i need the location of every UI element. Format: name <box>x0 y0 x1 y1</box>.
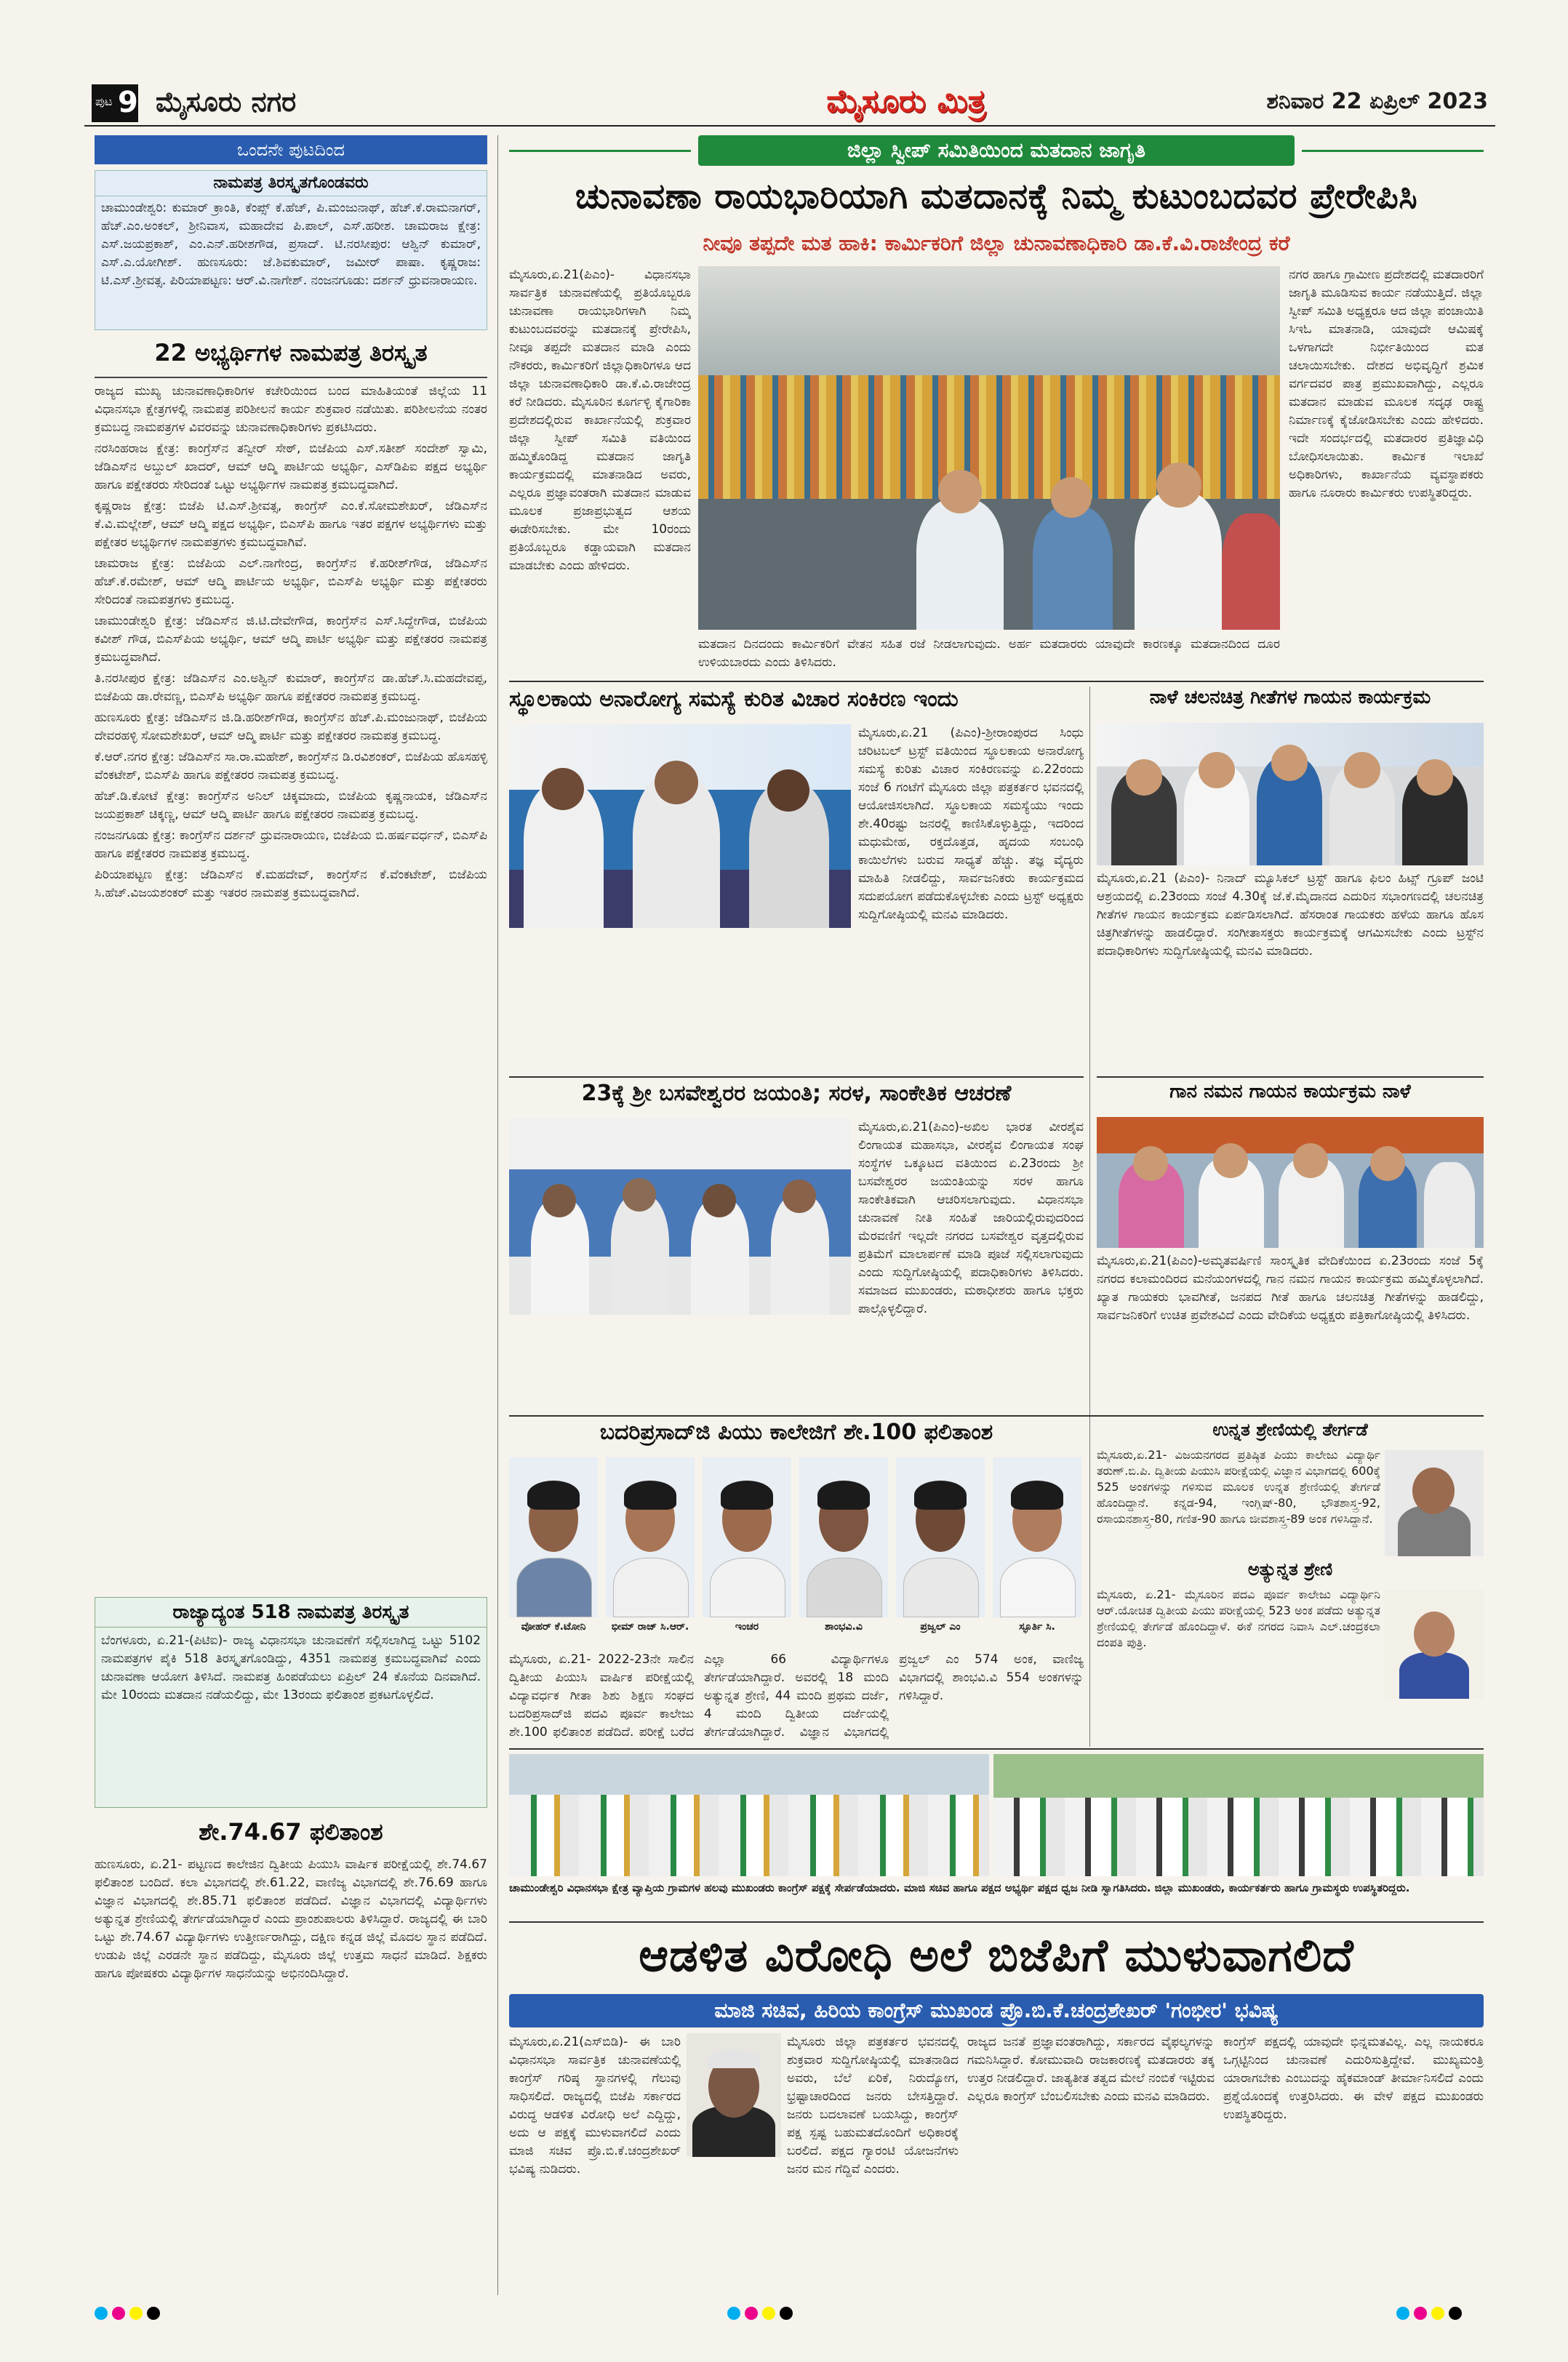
student-name: ಶಾಂಭವಿ.ವಿ <box>825 1621 863 1633</box>
lead-col-3: ರಾಜ್ಯದ ಜನತೆ ಪ್ರಜ್ಞಾವಂತರಾಗಿದ್ದು, ಸರ್ಕಾರದ ವೈಫಲ್ಯಗಳನ್ನು ಗಮನಿಸಿದ್ದಾರೆ. ಕೋಮುವಾದಿ ರಾಜಕಾರಣಕ್ಕೆ ಮತದಾರರು ತಕ್ಕ ಉತ್ತರ ನೀಡಲಿದ್ದಾರೆ. ಜಾತ್ಯತೀತ ತತ್ವದ ಮೇಲೆ ನಂಬಿಕೆ ಇಟ್ಟಿರುವ ಎಲ್ಲರೂ ಕಾಂಗ್ರೆಸ್ ಬೆಂಬಲಿಸಬೇಕು ಎಂದು ಮನವಿ ಮಾಡಿದರು. <box>967 2035 1215 2104</box>
workers-photo <box>698 266 1280 630</box>
student-shirt <box>807 1558 882 1617</box>
film-heading: ನಾಳೆ ಚಲನಚಿತ್ರ ಗೀತೆಗಳ ಗಾಯನ ಕಾರ್ಯಕ್ರಮ <box>1149 686 1431 708</box>
joining-crowd-2 <box>993 1798 1484 1876</box>
photo-officials <box>887 455 1280 630</box>
registration-dot <box>762 2307 775 2320</box>
registration-dot <box>1431 2307 1444 2320</box>
kicker-bar <box>509 135 1484 166</box>
rejected-box-title: ನಾಮಪತ್ರ ತಿರಸ್ಕೃತಗೊಂಡವರು <box>95 171 487 196</box>
topmost-heading: ಅತ್ಯುನ್ನತ ಶ್ರೇಣಿ <box>1247 1559 1333 1580</box>
left-para-2: ನರಸಿಂಹರಾಜ ಕ್ಷೇತ್ರ: ಕಾಂಗ್ರೆಸ್‌ನ ತನ್ವೀರ್ ಸೇಠ್, ಬಿಜೆಪಿಯ ಎಸ್.ಸತೀಶ್ ಸಂದೇಶ್ ಸ್ವಾಮಿ, ಜೆಡಿಎಸ್‌ನ ಅಬ್ದುಲ್ ಖಾದರ್, ಆಮ್ ಆದ್ಮಿ ಪಾರ್ಟಿಯ ಅಭ್ಯರ್ಥಿ, ಎಸ್‌ಡಿಪಿಐ ಪಕ್ಷದ ಅಭ್ಯರ್ಥಿ ಹಾಗೂ ಪಕ್ಷೇತರರು ಸೇರಿದಂತೆ ಒಟ್ಟು ಅಭ್ಯರ್ಥಿಗಳ ನಾಮಪತ್ರ ಕ್ರಮಬದ್ಧವಾಗಿದೆ. <box>95 441 487 492</box>
song-photo <box>1097 1117 1484 1248</box>
distinct-photo <box>1385 1450 1484 1556</box>
page-label-badge <box>92 84 138 122</box>
student-hair <box>721 1481 773 1510</box>
student-card <box>799 1457 888 1646</box>
student-hair <box>527 1481 580 1510</box>
left-para-1: ರಾಜ್ಯದ ಮುಖ್ಯ ಚುನಾವಣಾಧಿಕಾರಿಗಳ ಕಚೇರಿಯಿಂದ ಬಂದ ಮಾಹಿತಿಯಂತೆ ಜಿಲ್ಲೆಯ 11 ವಿಧಾನಸಭಾ ಕ್ಷೇತ್ರಗಳಲ್ಲಿ ನಾಮಪತ್ರ ಪರಿಶೀಲನೆ ಕಾರ್ಯ ಶುಕ್ರವಾರ ನಡೆಯಿತು. ಪರಿಶೀಲನೆಯ ನಂತರ ಕ್ರಮಬದ್ಧ ನಾಮಪತ್ರಗಳ ವಿವರವನ್ನು ಚುನಾವಣಾಧಿಕಾರಿಗಳು ಪ್ರಕಟಿಸಿದರು. <box>95 384 487 435</box>
masthead-rule <box>84 125 1495 127</box>
student-photo <box>896 1457 985 1617</box>
basava-banner <box>509 1118 851 1169</box>
college-heading: ಬದರಿಪ್ರಸಾದ್‌ಜಿ ಪಿಯು ಕಾಲೇಜಿಗೆ ಶೇ.100 ಫಲಿತಾಂಶ <box>599 1420 993 1445</box>
registration-dot <box>745 2307 758 2320</box>
student-card <box>993 1457 1081 1646</box>
registration-dot <box>112 2307 125 2320</box>
health-text: ಮೈಸೂರು,ಏ.21 (ಪಿಎಂ)-ಶ್ರೀರಾಂಪುರದ ಸಿಂಧು ಚರಿಟಬಲ್ ಟ್ರಸ್ಟ್ ವತಿಯಿಂದ ಸ್ಥೂಲಕಾಯ ಅನಾರೋಗ್ಯ ಸಮಸ್ಯೆ ಕುರಿತು ವಿಚಾರ ಸಂಕಿರಣವನ್ನು ಏ.22ರಂದು ಸಂಜೆ 6 ಗಂಟೆಗೆ ಮೈಸೂರು ಜಿಲ್ಲಾ ಪತ್ರಕರ್ತರ ಭವನದಲ್ಲಿ ಆಯೋಜಿಸಲಾಗಿದೆ. ಸ್ಥೂಲಕಾಯ ಸಮಸ್ಯೆಯು ಇಂದು ಶೇ.40ರಷ್ಟು ಜನರಲ್ಲಿ ಕಾಣಿಸಿಕೊಳ್ಳುತ್ತಿದ್ದು, ಇದರಿಂದ ಮಧುಮೇಹ, ರಕ್ತದೊತ್ತಡ, ಹೃದಯ ಸಂಬಂಧಿ ಕಾಯಿಲೆಗಳು ಬರುವ ಸಾಧ್ಯತೆ ಹೆಚ್ಚು. ತಜ್ಞ ವೈದ್ಯರು ಮಾಹಿತಿ ನೀಡಲಿದ್ದು, ಸಾರ್ವಜನಿಕರು ಕಾರ್ಯಕ್ರಮದ ಸದುಪಯೋಗ ಪಡೆದುಕೊಳ್ಳಬೇಕು ಎಂದು ಟ್ರಸ್ಟ್ ಅಧ್ಯಕ್ಷರು ಸುದ್ದಿಗೋಷ್ಠಿಯಲ್ಲಿ ಮನವಿ ಮಾಡಿದರು. <box>858 726 1084 922</box>
photo-roof <box>698 266 1280 375</box>
film-rule <box>1097 1076 1484 1078</box>
result-heading: ಶೇ.74.67 ಫಲಿತಾಂಶ <box>199 1818 383 1846</box>
distinct-heading: ಉನ್ನತ ಶ್ರೇಣಿಯಲ್ಲಿ ತೇರ್ಗಡೆ <box>1212 1420 1368 1440</box>
college-divider <box>1089 1420 1090 1747</box>
registration-dot <box>1396 2307 1409 2320</box>
left-para-8: ಕೆ.ಆರ್.ನಗರ ಕ್ಷೇತ್ರ: ಜೆಡಿಎಸ್‌ನ ಸಾ.ರಾ.ಮಹೇಶ್, ಕಾಂಗ್ರೆಸ್‌ನ ಡಿ.ರವಿಶಂಕರ್, ಬಿಜೆಪಿಯ ಹೊಸಹಳ್ಳಿ ವೆಂಕಟೇಶ್, ಬಿಎಸ್‌ಪಿ ಹಾಗೂ ಪಕ್ಷೇತರರ ನಾಮಪತ್ರ ಕ್ರಮಬದ್ಧ. <box>95 750 487 782</box>
basava-photo <box>509 1118 851 1315</box>
health-rule <box>509 1076 1084 1078</box>
state-box-title: ರಾಜ್ಯಾದ್ಯಂತ 518 ನಾಮಪತ್ರ ತಿರಸ್ಕೃತ <box>95 1598 487 1628</box>
section-title: ಮೈಸೂರು ನಗರ <box>156 86 297 118</box>
paper-logo: ಮೈಸೂರು ಮಿತ್ರ <box>826 83 986 120</box>
registration-dot <box>95 2307 108 2320</box>
basava-text: ಮೈಸೂರು,ಏ.21(ಪಿಎಂ)-ಅಖಿಲ ಭಾರತ ವೀರಶೈವ ಲಿಂಗಾಯತ ಮಹಾಸಭಾ, ವೀರಶೈವ ಲಿಂಗಾಯತ ಸಂಘ ಸಂಸ್ಥೆಗಳ ಒಕ್ಕೂಟದ ವತಿಯಿಂದ ಏ.23ರಂದು ಶ್ರೀ ಬಸವೇಶ್ವರರ ಜಯಂತಿಯನ್ನು ಸರಳ ಹಾಗೂ ಸಾಂಕೇತಿಕವಾಗಿ ಆಚರಿಸಲಾಗುವುದು. ವಿಧಾನಸಭಾ ಚುನಾವಣೆ ನೀತಿ ಸಂಹಿತೆ ಜಾರಿಯಲ್ಲಿರುವುದರಿಂದ ಮೆರವಣಿಗೆ ಇಲ್ಲದೇ ನಗರದ ಬಸವೇಶ್ವರ ವೃತ್ತದಲ್ಲಿರುವ ಪ್ರತಿಮೆಗೆ ಮಾಲಾರ್ಪಣೆ ಮಾಡಿ ಪೂಜೆ ಸಲ್ಲಿಸಲಾಗುವುದು ಎಂದು ಸುದ್ದಿಗೋಷ್ಠಿಯಲ್ಲಿ ಪದಾಧಿಕಾರಿಗಳು ತಿಳಿಸಿದರು. ಸಮಾಜದ ಮುಖಂಡರು, ಮಠಾಧೀಶರು ಹಾಗೂ ಭಕ್ತರು ಪಾಲ್ಗೊಳ್ಳಲಿದ್ದಾರೆ. <box>858 1120 1084 1316</box>
leader-portrait <box>687 2033 781 2157</box>
main-subheadline: ನೀವೂ ತಪ್ಪದೇ ಮತ ಹಾಕಿ: ಕಾರ್ಮಿಕರಿಗೆ ಜಿಲ್ಲಾ ಚುನಾವಣಾಧಿಕಾರಿ ಡಾ.ಕೆ.ವಿ.ರಾಜೇಂದ್ರ ಕರೆ <box>703 231 1290 255</box>
registration-dot <box>727 2307 740 2320</box>
joining-photo-1 <box>509 1754 989 1876</box>
lead-col-4: ಕಾಂಗ್ರೆಸ್ ಪಕ್ಷದಲ್ಲಿ ಯಾವುದೇ ಭಿನ್ನಮತವಿಲ್ಲ. ಎಲ್ಲ ನಾಯಕರೂ ಒಗ್ಗಟ್ಟಿನಿಂದ ಚುನಾವಣೆ ಎದುರಿಸುತ್ತಿದ್ದೇವೆ. ಮುಖ್ಯಮಂತ್ರಿ ಯಾರಾಗಬೇಕು ಎಂಬುದನ್ನು ಹೈಕಮಾಂಡ್ ತೀರ್ಮಾನಿಸಲಿದೆ ಎಂದು ಪ್ರಶ್ನೆಯೊಂದಕ್ಕೆ ಉತ್ತರಿಸಿದರು. ಈ ವೇಳೆ ಪಕ್ಷದ ಮುಖಂಡರು ಉಪಸ್ಥಿತರಿದ್ದರು. <box>1223 2035 1484 2122</box>
issue-date: ಶನಿವಾರ 22 ಏಪ್ರಿಲ್ 2023 <box>1266 89 1488 114</box>
story-right-col: ನಗರ ಹಾಗೂ ಗ್ರಾಮೀಣ ಪ್ರದೇಶದಲ್ಲಿ ಮತದಾರರಿಗೆ ಜಾಗೃತಿ ಮೂಡಿಸುವ ಕಾರ್ಯ ನಡೆಯುತ್ತಿದೆ. ಜಿಲ್ಲಾ ಸ್ವೀಪ್ ಸಮಿತಿ ಅಧ್ಯಕ್ಷರೂ ಆದ ಜಿಲ್ಲಾ ಪಂಚಾಯಿತಿ ಸಿಇಓ ಮಾತನಾಡಿ, ಯಾವುದೇ ಆಮಿಷಕ್ಕೆ ಒಳಗಾಗದೇ ನಿರ್ಭೀತಿಯಿಂದ ಮತ ಚಲಾಯಿಸಬೇಕು. ದೇಶದ ಅಭಿವೃದ್ಧಿಗೆ ಶ್ರಮಿಕ ವರ್ಗದವರ ಪಾತ್ರ ಪ್ರಮುಖವಾಗಿದ್ದು, ಎಲ್ಲರೂ ಮತದಾನ ಮಾಡುವ ಮೂಲಕ ಸದೃಢ ರಾಷ್ಟ್ರ ನಿರ್ಮಾಣಕ್ಕೆ ಕೈಜೋಡಿಸಬೇಕು ಎಂದು ಹೇಳಿದರು. ಇದೇ ಸಂದರ್ಭದಲ್ಲಿ ಮತದಾರರ ಪ್ರತಿಜ್ಞಾವಿಧಿ ಬೋಧಿಸಲಾಯಿತು. ಕಾರ್ಮಿಕ ಇಲಾಖೆ ಅಧಿಕಾರಿಗಳು, ಕಾರ್ಖಾನೆಯ ವ್ಯವಸ್ಥಾಪಕರು ಹಾಗೂ ನೂರಾರು ಕಾರ್ಮಿಕರು ಉಪಸ್ಥಿತರಿದ್ದರು. <box>1289 268 1484 500</box>
student-shirt <box>516 1558 592 1617</box>
health-heading: ಸ್ಥೂಲಕಾಯ ಅನಾರೋಗ್ಯ ಸಮಸ್ಯೆ ಕುರಿತ ವಿಚಾರ ಸಂಕಿರಣ ಇಂದು <box>509 686 959 712</box>
college-rule <box>509 1415 1484 1417</box>
left-para-7: ಹುಣಸೂರು ಕ್ಷೇತ್ರ: ಜೆಡಿಎಸ್‌ನ ಜಿ.ಡಿ.ಹರೀಶ್‌ಗೌಡ, ಕಾಂಗ್ರೆಸ್‌ನ ಹೆಚ್.ಪಿ.ಮಂಜುನಾಥ್, ಬಿಜೆಪಿಯ ದೇವರಹಳ್ಳಿ ಸೋಮಶೇಖರ್, ಆಮ್ ಆದ್ಮಿ ಪಾರ್ಟಿ ಮತ್ತು ಪಕ್ಷೇತರರ ನಾಮಪತ್ರ ಕ್ರಮಬದ್ಧ. <box>95 710 487 743</box>
rejected-box <box>95 170 487 330</box>
topmost-text: ಮೈಸೂರು, ಏ.21- ಮೈಸೂರಿನ ಪದವಿ ಪೂರ್ವ ಕಾಲೇಜು ವಿದ್ಯಾರ್ಥಿನಿ ಆರ್.ಯೋಚಿತ ದ್ವಿತೀಯ ಪಿಯು ಪರೀಕ್ಷೆಯಲ್ಲಿ 523 ಅಂಕ ಪಡೆದು ಅತ್ಯುನ್ನತ ಶ್ರೇಣಿಯಲ್ಲಿ ತೇರ್ಗಡೆ ಹೊಂದಿದ್ದಾಳೆ. ಈಕೆ ನಗರದ ನಿವಾಸಿ ಎಲ್.ಚಂದ್ರಕಲಾ ದಂಪತಿ ಪುತ್ರಿ. <box>1097 1588 1380 1649</box>
masthead <box>84 81 1495 127</box>
student-name: ಪ್ರಜ್ವಲ್ ಎಂ <box>920 1621 961 1633</box>
continued-banner: ಒಂದನೇ ಪುಟದಿಂದ <box>95 135 487 164</box>
registration-dot <box>147 2307 160 2320</box>
left-para-6: ತಿ.ನರಸೀಪುರ ಕ್ಷೇತ್ರ: ಜೆಡಿಎಸ್‌ನ ಎಂ.ಅಶ್ವಿನ್ ಕುಮಾರ್, ಕಾಂಗ್ರೆಸ್‌ನ ಡಾ.ಹೆಚ್.ಸಿ.ಮಹದೇವಪ್ಪ, ಬಿಜೆಪಿಯ ಡಾ.ರೇವಣ್ಣ, ಬಿಎಸ್‌ಪಿ ಅಭ್ಯರ್ಥಿ ಹಾಗೂ ಪಕ್ಷೇತರರ ನಾಮಪತ್ರ ಕ್ರಮಬದ್ಧ. <box>95 671 487 704</box>
health-photo <box>509 724 851 928</box>
health-text-continued <box>509 932 851 1070</box>
student-photo <box>606 1457 695 1617</box>
student-card <box>703 1457 791 1646</box>
lead-headline: ಆಡಳಿತ ವಿರೋಧಿ ಅಲೆ ಬಿಜೆಪಿಗೆ ಮುಳುವಾಗಲಿದೆ <box>639 1929 1354 1982</box>
story-rule <box>509 681 1484 682</box>
student-hair <box>914 1481 967 1510</box>
story-left-col: ಮೈಸೂರು,ಏ.21(ಪಿಎಂ)- ವಿಧಾನಸಭಾ ಸಾರ್ವತ್ರಿಕ ಚುನಾವಣೆಯಲ್ಲಿ ಪ್ರತಿಯೊಬ್ಬರೂ ಚುನಾವಣಾ ರಾಯಭಾರಿಗಳಾಗಿ ನಿಮ್ಮ ಕುಟುಂಬದವರನ್ನು ಮತದಾನಕ್ಕೆ ಪ್ರೇರೇಪಿಸಿ, ನೀವೂ ತಪ್ಪದೇ ಮತದಾನ ಮಾಡಿ ಎಂದು ನೌಕರರು, ಕಾರ್ಮಿಕರಿಗೆ ಜಿಲ್ಲಾಧಿಕಾರಿಗಳೂ ಆದ ಜಿಲ್ಲಾ ಚುನಾವಣಾಧಿಕಾರಿ ಡಾ.ಕೆ.ವಿ.ರಾಜೇಂದ್ರ ಕರೆ ನೀಡಿದರು. ಮೈಸೂರಿನ ಕೂರ್ಗಳ್ಳಿ ಕೈಗಾರಿಕಾ ಪ್ರದೇಶದಲ್ಲಿರುವ ಕಾರ್ಖಾನೆಯಲ್ಲಿ ಶುಕ್ರವಾರ ಜಿಲ್ಲಾ ಸ್ವೀಪ್ ಸಮಿತಿ ವತಿಯಿಂದ ಹಮ್ಮಿಕೊಂಡಿದ್ದ ಮತದಾನ ಜಾಗೃತಿ ಕಾರ್ಯಕ್ರಮದಲ್ಲಿ ಮಾತನಾಡಿದ ಅವರು, ಎಲ್ಲರೂ ಪ್ರಜ್ಞಾವಂತರಾಗಿ ಮತದಾನ ಮಾಡುವ ಮೂಲಕ ಪ್ರಜಾಪ್ರಭುತ್ವದ ಆಶಯ ಈಡೇರಿಸಬೇಕು. ಮೇ 10ರಂದು ಪ್ರತಿಯೊಬ್ಬರೂ ಕಡ್ಡಾಯವಾಗಿ ಮತದಾನ ಮಾಡಬೇಕು ಎಂದು ಹೇಳಿದರು. <box>509 268 691 573</box>
student-hair <box>624 1481 676 1510</box>
footer-registration-left <box>95 2307 240 2324</box>
distinct-text: ಮೈಸೂರು,ಏ.21- ವಿಜಯನಗರದ ಪ್ರತಿಷ್ಠಿತ ಪಿಯು ಕಾಲೇಜು ವಿದ್ಯಾರ್ಥಿ ತರುಣ್.ಬಿ.ಪಿ. ದ್ವಿತೀಯ ಪಿಯುಸಿ ಪರೀಕ್ಷೆಯಲ್ಲಿ ವಿಜ್ಞಾನ ವಿಭಾಗದಲ್ಲಿ 600ಕ್ಕೆ 525 ಅಂಕಗಳನ್ನು ಗಳಿಸುವ ಮೂಲಕ ಉನ್ನತ ಶ್ರೇಣಿಯಲ್ಲಿ ತೇರ್ಗಡೆ ಹೊಂದಿದ್ದಾನೆ. ಕನ್ನಡ-94, ಇಂಗ್ಲಿಷ್-80, ಭೌತಶಾಸ್ತ್ರ-92, ರಸಾಯನಶಾಸ್ತ್ರ-80, ಗಣಿತ-90 ಹಾಗೂ ಜೀವಶಾಸ್ತ್ರ-89 ಅಂಕ ಗಳಿಸಿದ್ದಾನೆ. <box>1097 1448 1380 1526</box>
left-para-3: ಕೃಷ್ಣರಾಜ ಕ್ಷೇತ್ರ: ಬಿಜೆಪಿ ಟಿ.ಎಸ್.ಶ್ರೀವತ್ಸ, ಕಾಂಗ್ರೆಸ್ ಎಂ.ಕೆ.ಸೋಮಶೇಖರ್, ಜೆಡಿಎಸ್‌ನ ಕೆ.ವಿ.ಮಲ್ಲೇಶ್, ಆಮ್ ಆದ್ಮಿ ಪಕ್ಷದ ಅಭ್ಯರ್ಥಿ, ಬಿಎಸ್‌ಪಿ ಹಾಗೂ ಇತರ ಪಕ್ಷಗಳ ಅಭ್ಯರ್ಥಿಗಳು ಮತ್ತು ಪಕ್ಷೇತರ ಅಭ್ಯರ್ಥಿಗಳ ನಾಮಪತ್ರಗಳು ಕ್ರಮಬದ್ಧವಾಗಿವೆ. <box>95 499 487 550</box>
topmost-photo <box>1385 1590 1484 1699</box>
student-shirt <box>1000 1558 1076 1617</box>
student-photo <box>799 1457 888 1617</box>
kicker-line-right <box>1302 150 1484 152</box>
left-para-5: ಚಾಮುಂಡೇಶ್ವರಿ ಕ್ಷೇತ್ರ: ಜೆಡಿಎಸ್‌ನ ಜಿ.ಟಿ.ದೇವೇಗೌಡ, ಕಾಂಗ್ರೆಸ್‌ನ ಎಸ್.ಸಿದ್ದೇಗೌಡ, ಬಿಜೆಪಿಯ ಕವೀಶ್ ಗೌಡ, ಬಿಎಸ್‌ಪಿಯ ಅಭ್ಯರ್ಥಿ, ಆಮ್ ಆದ್ಮಿ ಪಾರ್ಟಿ ಅಭ್ಯರ್ಥಿ ಮತ್ತು ಪಕ್ಷೇತರರ ನಾಮಪತ್ರ ಕ್ರಮಬದ್ಧವಾಗಿದೆ. <box>95 614 487 665</box>
page-label: ಪುಟ <box>95 95 113 108</box>
lead-subheadline: ಮಾಜಿ ಸಚಿವ, ಹಿರಿಯ ಕಾಂಗ್ರೆಸ್ ಮುಖಂಡ ಪ್ರೊ.ಬಿ.ಕೆ.ಚಂದ್ರಶೇಖರ್ 'ಗಂಭೀರ' ಭವಿಷ್ಯ <box>714 1998 1279 2022</box>
basava-heading: 23ಕ್ಕೆ ಶ್ರೀ ಬಸವೇಶ್ವರರ ಜಯಂತಿ; ಸರಳ, ಸಾಂಕೇತಿಕ ಆಚರಣೆ <box>581 1081 1012 1106</box>
column-divider <box>497 135 498 2295</box>
student-hair <box>817 1481 870 1510</box>
left-para-4: ಚಾಮರಾಜ ಕ್ಷೇತ್ರ: ಬಿಜೆಪಿಯ ಎಲ್.ನಾಗೇಂದ್ರ, ಕಾಂಗ್ರೆಸ್‌ನ ಕೆ.ಹರೀಶ್‌ಗೌಡ, ಜೆಡಿಎಸ್‌ನ ಹೆಚ್.ಕೆ.ರಮೇಶ್, ಆಮ್ ಆದ್ಮಿ ಪಾರ್ಟಿಯ ಅಭ್ಯರ್ಥಿ, ಬಿಎಸ್‌ಪಿ ಅಭ್ಯರ್ಥಿ ಮತ್ತು ಪಕ್ಷೇತರರು ಸೇರಿದಂತೆ ನಾಮಪತ್ರಗಳು ಕ್ರಮಬದ್ಧ. <box>95 556 487 607</box>
registration-dot <box>780 2307 793 2320</box>
story-bottom: ಮತದಾನ ದಿನದಂದು ಕಾರ್ಮಿಕರಿಗೆ ವೇತನ ಸಹಿತ ರಜೆ ನೀಡಲಾಗುವುದು. ಅರ್ಹ ಮತದಾರರು ಯಾವುದೇ ಕಾರಣಕ್ಕೂ ಮತದಾನದಿಂದ ದೂರ ಉಳಿಯಬಾರದು ಎಂದು ತಿಳಿಸಿದರು. <box>698 637 1280 670</box>
rejected-box-text: ಚಾಮುಂಡೇಶ್ವರಿ: ಕುಮಾರ್ ಕ್ರಾಂತಿ, ಕೆಂಪ್ಸ್ ಕೆ.ಹೆಚ್, ಪಿ.ಮಂಜುನಾಥ್, ಹೆಚ್.ಕೆ.ರಾಮನಾಗರ್, ಹೆಚ್.ಎಂ.ಅಂಕಲ್, ಶ್ರೀನಿವಾಸ, ಮಹಾದೇವ ಪಿ.ಪಾಲ್, ಎಸ್.ಹರೀಶ. ಚಾಮರಾಜ ಕ್ಷೇತ್ರ: ಎಸ್.ಜಯಪ್ರಕಾಶ್, ಎಂ.ಎನ್.ಹರೀಶಗೌಡ, ಪ್ರಸಾದ್. ಟಿ.ನರಸೀಪುರ: ಆಶ್ವಿನ್ ಕುಮಾರ್, ಎಸ್.ಎ.ಯೋಗೀಶ್. ಹುಣಸೂರು: ಜೆ.ಶಿವಕುಮಾರ್, ಜಮೀರ್ ಪಾಷಾ. ಕೃಷ್ಣರಾಜ: ಟಿ.ಎಸ್.ಶ್ರೀವತ್ಸ. ಪಿರಿಯಾಪಟ್ಟಣ: ಆರ್.ವಿ.ನಾಗೇಶ್. ನಂಜನಗೂಡು: ದರ್ಶನ್ ಧ್ರುವನಾರಾಯಣ. <box>101 201 481 288</box>
lead-rule <box>509 1921 1484 1923</box>
mid-column-divider <box>1089 686 1090 1421</box>
state-box-text: ಬೆಂಗಳೂರು, ಏ.21-(ಪಿಟಿಐ)- ರಾಜ್ಯ ವಿಧಾನಸಭಾ ಚುನಾವಣೆಗೆ ಸಲ್ಲಿಸಲಾಗಿದ್ದ ಒಟ್ಟು 5102 ನಾಮಪತ್ರಗಳ ಪೈಕಿ 518 ತಿರಸ್ಕೃತಗೊಂಡಿದ್ದು, 4351 ನಾಮಪತ್ರ ಕ್ರಮಬದ್ಧವಾಗಿವೆ ಎಂದು ಚುನಾವಣಾ ಆಯೋಗ ತಿಳಿಸಿದೆ. ನಾಮಪತ್ರ ಹಿಂಪಡೆಯಲು ಏಪ್ರಿಲ್ 24 ಕೊನೆಯ ದಿನವಾಗಿದೆ. ಮೇ 10ರಂದು ಮತದಾನ ನಡೆಯಲಿದ್ದು, ಮೇ 13ರಂದು ಫಲಿತಾಂಶ ಪ್ರಕಟಗೊಳ್ಳಲಿದೆ. <box>101 1633 481 1702</box>
student-shirt <box>903 1558 979 1617</box>
student-name: ಸ್ಫೂರ್ತಿ ಸಿ. <box>1019 1621 1055 1633</box>
kicker-line-left <box>509 150 691 152</box>
left-main-heading: 22 ಅಭ್ಯರ್ಥಿಗಳ ನಾಮಪತ್ರ ತಿರಸ್ಕೃತ <box>154 339 428 367</box>
left-main-rule <box>95 377 487 378</box>
state-box <box>95 1597 487 1808</box>
film-photo <box>1097 723 1484 865</box>
registration-dot <box>129 2307 143 2320</box>
left-para-10: ನಂಜನಗೂಡು ಕ್ಷೇತ್ರ: ಕಾಂಗ್ರೆಸ್‌ನ ದರ್ಶನ್ ಧ್ರುವನಾರಾಯಣ, ಬಿಜೆಪಿಯ ಬಿ.ಹರ್ಷವರ್ಧನ್, ಬಿಎಸ್‌ಪಿ ಹಾಗೂ ಪಕ್ಷೇತರರ ನಾಮಪತ್ರ ಕ್ರಮಬದ್ಧ. <box>95 828 487 861</box>
joining-photo-2 <box>993 1754 1484 1876</box>
student-card <box>606 1457 695 1646</box>
joining-caption: ಚಾಮುಂಡೇಶ್ವರಿ ವಿಧಾನಸಭಾ ಕ್ಷೇತ್ರ ವ್ಯಾಪ್ತಿಯ ಗ್ರಾಮಗಳ ಹಲವು ಮುಖಂಡರು ಕಾಂಗ್ರೆಸ್ ಪಕ್ಷಕ್ಕೆ ಸೇರ್ಪಡೆಯಾದರು. ಮಾಜಿ ಸಚಿವ ಹಾಗೂ ಪಕ್ಷದ ಅಭ್ಯರ್ಥಿ ಪಕ್ಷದ ಧ್ವಜ ನೀಡಿ ಸ್ವಾಗತಿಸಿದರು. ಜಿಲ್ಲಾ ಮುಖಂಡರು, ಕಾರ್ಯಕರ್ತರು ಹಾಗೂ ಗ್ರಾಮಸ್ಥರು ಉಪಸ್ಥಿತರಿದ್ದರು. <box>509 1881 1410 1894</box>
footer-registration-center <box>727 2307 873 2324</box>
basava-text-continued <box>509 1319 851 1409</box>
student-card <box>896 1457 985 1646</box>
page-number: 9 <box>118 86 138 119</box>
student-name: ಭೀಮ್ ರಾಜ್ ಸಿ.ಆರ್. <box>611 1621 689 1633</box>
student-hair <box>1011 1481 1063 1510</box>
student-name: ವೋಹರ್ ಕೆ.ಟೋನಿ <box>521 1621 586 1633</box>
song-heading: ಗಾನ ನಮನ ಗಾಯನ ಕಾರ್ಯಕ್ರಮ ನಾಳೆ <box>1169 1081 1411 1102</box>
student-shirt <box>710 1558 785 1617</box>
registration-dot <box>1449 2307 1462 2320</box>
student-photo <box>703 1457 791 1617</box>
registration-dot <box>1414 2307 1427 2320</box>
joining-rule <box>509 1748 1484 1750</box>
student-photo <box>509 1457 598 1617</box>
student-name: ಇಂಚರ <box>735 1621 759 1633</box>
college-text: ಮೈಸೂರು, ಏ.21- 2022-23ನೇ ಸಾಲಿನ ದ್ವಿತೀಯ ಪಿಯುಸಿ ವಾರ್ಷಿಕ ಪರೀಕ್ಷೆಯಲ್ಲಿ ವಿದ್ಯಾವರ್ಧಕ ಗೀತಾ ಶಿಶು ಶಿಕ್ಷಣ ಸಂಘದ ಬದರಿಪ್ರಸಾದ್‌ಜಿ ಪದವಿ ಪೂರ್ವ ಕಾಲೇಜು ಶೇ.100 ಫಲಿತಾಂಶ ಪಡೆದಿದೆ. ಪರೀಕ್ಷೆ ಬರೆದ ಎಲ್ಲಾ 66 ವಿದ್ಯಾರ್ಥಿಗಳೂ ತೇರ್ಗಡೆಯಾಗಿದ್ದಾರೆ. ಅವರಲ್ಲಿ 18 ಮಂದಿ ಅತ್ಯುನ್ನತ ಶ್ರೇಣಿ, 44 ಮಂದಿ ಪ್ರಥಮ ದರ್ಜೆ, 4 ಮಂದಿ ದ್ವಿತೀಯ ದರ್ಜೆಯಲ್ಲಿ ತೇರ್ಗಡೆಯಾಗಿದ್ದಾರೆ. ವಿಜ್ಞಾನ ವಿಭಾಗದಲ್ಲಿ ಪ್ರಜ್ವಲ್ ಎಂ 574 ಅಂಕ, ವಾಣಿಜ್ಯ ವಿಭಾಗದಲ್ಲಿ ಶಾಂಭವಿ.ವಿ 554 ಅಂಕಗಳನ್ನು ಗಳಿಸಿದ್ದಾರೆ. <box>509 1652 1084 1740</box>
left-para-11: ಪಿರಿಯಾಪಟ್ಟಣ ಕ್ಷೇತ್ರ: ಜೆಡಿಎಸ್‌ನ ಕೆ.ಮಹದೇವ್, ಕಾಂಗ್ರೆಸ್‌ನ ಕೆ.ವೆಂಕಟೇಶ್, ಬಿಜೆಪಿಯ ಸಿ.ಹೆಚ್.ವಿಜಯಶಂಕರ್ ಮತ್ತು ಇತರರ ನಾಮಪತ್ರ ಕ್ರಮಬದ್ಧವಾಗಿದೆ. <box>95 868 487 900</box>
student-photo <box>993 1457 1081 1617</box>
footer-registration-right <box>1396 2307 1542 2324</box>
joining-crowd-1 <box>509 1795 989 1876</box>
main-headline: ಚುನಾವಣಾ ರಾಯಭಾರಿಯಾಗಿ ಮತದಾನಕ್ಕೆ ನಿಮ್ಮ ಕುಟುಂಬದವರ ಪ್ರೇರೇಪಿಸಿ <box>575 176 1418 217</box>
left-para-9: ಹೆಚ್.ಡಿ.ಕೋಟೆ ಕ್ಷೇತ್ರ: ಕಾಂಗ್ರೆಸ್‌ನ ಅನಿಲ್ ಚಿಕ್ಕಮಾದು, ಬಿಜೆಪಿಯ ಕೃಷ್ಣನಾಯಕ, ಜೆಡಿಎಸ್‌ನ ಜಯಪ್ರಕಾಶ್ ಚಿಕ್ಕಣ್ಣ, ಆಮ್ ಆದ್ಮಿ ಪಾರ್ಟಿ ಹಾಗೂ ಪಕ್ಷೇತರರ ನಾಮಪತ್ರ ಕ್ರಮಬದ್ಧ. <box>95 789 487 822</box>
lead-col-2: ಮೈಸೂರು ಜಿಲ್ಲಾ ಪತ್ರಕರ್ತರ ಭವನದಲ್ಲಿ ಶುಕ್ರವಾರ ಸುದ್ದಿಗೋಷ್ಠಿಯಲ್ಲಿ ಮಾತನಾಡಿದ ಅವರು, ಬೆಲೆ ಏರಿಕೆ, ನಿರುದ್ಯೋಗ, ಭ್ರಷ್ಟಾಚಾರದಿಂದ ಜನರು ಬೇಸತ್ತಿದ್ದಾರೆ. ಜನರು ಬದಲಾವಣೆ ಬಯಸಿದ್ದು, ಕಾಂಗ್ರೆಸ್ ಪಕ್ಷ ಸ್ಪಷ್ಟ ಬಹುಮತದೊಂದಿಗೆ ಅಧಿಕಾರಕ್ಕೆ ಬರಲಿದೆ. ಪಕ್ಷದ ಗ್ಯಾರಂಟಿ ಯೋಜನೆಗಳು ಜನರ ಮನ ಗೆದ್ದಿವೆ ಎಂದರು. <box>787 2035 959 2177</box>
film-text: ಮೈಸೂರು,ಏ.21 (ಪಿಎಂ)- ನಿನಾದ್ ಮ್ಯೂಸಿಕಲ್ ಟ್ರಸ್ಟ್ ಹಾಗೂ ಫಿಲಂ ಹಿಟ್ಸ್ ಗ್ರೂಪ್ ಜಂಟಿ ಆಶ್ರಯದಲ್ಲಿ ಏ.23ರಂದು ಸಂಜೆ 4.30ಕ್ಕೆ ಜೆ.ಕೆ.ಮೈದಾನದ ಎದುರಿನ ಸಭಾಂಗಣದಲ್ಲಿ ಚಲನಚಿತ್ರ ಗೀತೆಗಳ ಗಾಯನ ಕಾರ್ಯಕ್ರಮ ಏರ್ಪಡಿಸಲಾಗಿದೆ. ಹೆಸರಾಂತ ಗಾಯಕರು ಹಳೆಯ ಹಾಗೂ ಹೊಸ ಚಿತ್ರಗೀತೆಗಳನ್ನು ಹಾಡಲಿದ್ದಾರೆ. ಸಂಗೀತಾಸಕ್ತರು ಕಾರ್ಯಕ್ರಮಕ್ಕೆ ಆಗಮಿಸಬೇಕು ಎಂದು ಟ್ರಸ್ಟ್‌ನ ಪದಾಧಿಕಾರಿಗಳು ಸುದ್ದಿಗೋಷ್ಠಿಯಲ್ಲಿ ಮನವಿ ಮಾಡಿದರು. <box>1097 871 1484 958</box>
kicker-label: ಜಿಲ್ಲಾ ಸ್ವೀಪ್ ಸಮಿತಿಯಿಂದ ಮತದಾನ ಜಾಗೃತಿ <box>698 135 1295 166</box>
lead-subheadline-bar <box>509 1994 1484 2027</box>
student-shirt <box>613 1558 689 1617</box>
song-text: ಮೈಸೂರು,ಏ.21(ಪಿಎಂ)-ಅಮೃತವರ್ಷಿಣಿ ಸಾಂಸ್ಕೃತಿಕ ವೇದಿಕೆಯಿಂದ ಏ.23ರಂದು ಸಂಜೆ 5ಕ್ಕೆ ನಗರದ ಕಲಾಮಂದಿರದ ಮನೆಯಂಗಳದಲ್ಲಿ ಗಾನ ನಮನ ಗಾಯನ ಕಾರ್ಯಕ್ರಮ ಹಮ್ಮಿಕೊಳ್ಳಲಾಗಿದೆ. ಖ್ಯಾತ ಗಾಯಕರು ಭಾವಗೀತೆ, ಜನಪದ ಗೀತೆ ಹಾಗೂ ಚಲನಚಿತ್ರ ಗೀತೆಗಳನ್ನು ಹಾಡಲಿದ್ದು, ಸಾರ್ವಜನಿಕರಿಗೆ ಉಚಿತ ಪ್ರವೇಶವಿದೆ ಎಂದು ವೇದಿಕೆಯ ಅಧ್ಯಕ್ಷರು ಪತ್ರಿಕಾಗೋಷ್ಠಿಯಲ್ಲಿ ತಿಳಿಸಿದರು. <box>1097 1254 1484 1323</box>
lead-col-1: ಮೈಸೂರು,ಏ.21(ಎಸ್‌ಬಿಡಿ)- ಈ ಬಾರಿ ವಿಧಾನಸಭಾ ಸಾರ್ವತ್ರಿಕ ಚುನಾವಣೆಯಲ್ಲಿ ಕಾಂಗ್ರೆಸ್ ಗರಿಷ್ಠ ಸ್ಥಾನಗಳಲ್ಲಿ ಗೆಲುವು ಸಾಧಿಸಲಿದೆ. ರಾಜ್ಯದಲ್ಲಿ ಬಿಜೆಪಿ ಸರ್ಕಾರದ ವಿರುದ್ಧ ಆಡಳಿತ ವಿರೋಧಿ ಅಲೆ ಎದ್ದಿದ್ದು, ಅದು ಆ ಪಕ್ಷಕ್ಕೆ ಮುಳುವಾಗಲಿದೆ ಎಂದು ಮಾಜಿ ಸಚಿವ ಪ್ರೊ.ಬಿ.ಕೆ.ಚಂದ್ರಶೇಖರ್ ಭವಿಷ್ಯ ನುಡಿದರು. <box>509 2035 681 2177</box>
result-text: ಹುಣಸೂರು, ಏ.21- ಪಟ್ಟಣದ ಕಾಲೇಜಿನ ದ್ವಿತೀಯ ಪಿಯುಸಿ ವಾರ್ಷಿಕ ಪರೀಕ್ಷೆಯಲ್ಲಿ ಶೇ.74.67 ಫಲಿತಾಂಶ ಬಂದಿದೆ. ಕಲಾ ವಿಭಾಗದಲ್ಲಿ ಶೇ.61.22, ವಾಣಿಜ್ಯ ವಿಭಾಗದಲ್ಲಿ ಶೇ.76.69 ಹಾಗೂ ವಿಜ್ಞಾನ ವಿಭಾಗದಲ್ಲಿ ಶೇ.85.71 ಫಲಿತಾಂಶ ಪಡೆದಿದೆ. ವಿಜ್ಞಾನ ವಿಭಾಗದಲ್ಲಿ ವಿದ್ಯಾರ್ಥಿಗಳು ಅತ್ಯುನ್ನತ ಶ್ರೇಣಿಯಲ್ಲಿ ತೇರ್ಗಡೆಯಾಗಿದ್ದಾರೆ ಎಂದು ಪ್ರಾಂಶುಪಾಲರು ತಿಳಿಸಿದ್ದಾರೆ. ರಾಜ್ಯದಲ್ಲಿ ಈ ಬಾರಿ ಒಟ್ಟು ಶೇ.74.67 ವಿದ್ಯಾರ್ಥಿಗಳು ಉತ್ತೀರ್ಣರಾಗಿದ್ದು, ದಕ್ಷಿಣ ಕನ್ನಡ ಜಿಲ್ಲೆ ಮೊದಲ ಸ್ಥಾನ ಪಡೆದಿದೆ. ಉಡುಪಿ ಜಿಲ್ಲೆ ಎರಡನೇ ಸ್ಥಾನ ಪಡೆದಿದ್ದು, ಮೈಸೂರು ಜಿಲ್ಲೆ ಉತ್ತಮ ಸಾಧನೆ ಮಾಡಿದೆ. ಶಿಕ್ಷಕರು ಹಾಗೂ ಪೋಷಕರು ವಿದ್ಯಾರ್ಥಿಗಳ ಸಾಧನೆಯನ್ನು ಅಭಿನಂದಿಸಿದ್ದಾರೆ. <box>95 1857 487 1981</box>
student-card <box>509 1457 598 1646</box>
student-photos <box>509 1457 1084 1646</box>
